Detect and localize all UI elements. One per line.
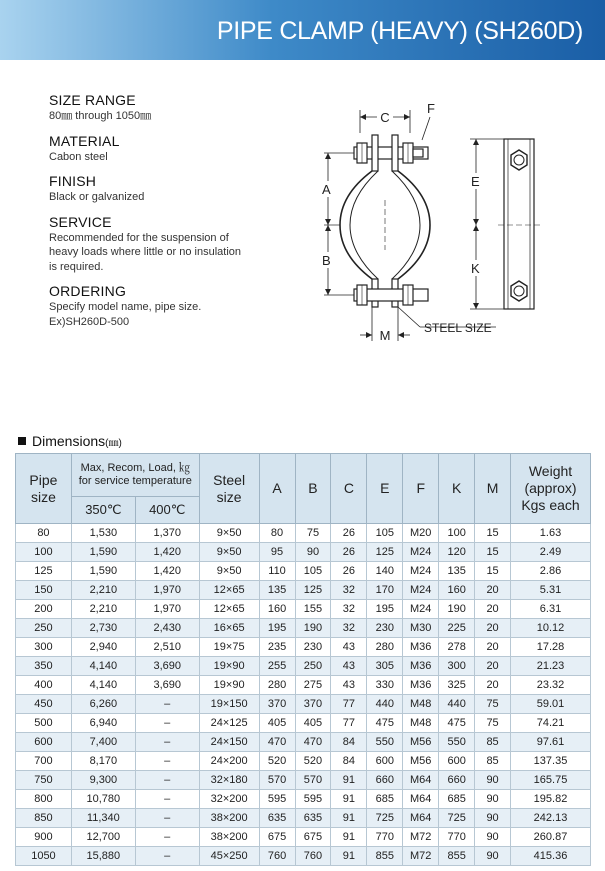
table-cell: 440 [367,695,403,714]
table-cell: 6.31 [511,600,591,619]
table-cell: – [135,733,199,752]
table-cell: 17.28 [511,638,591,657]
table-cell: 10,780 [71,790,135,809]
table-cell: 595 [295,790,331,809]
table-cell: 125 [16,562,72,581]
table-cell: 850 [16,809,72,828]
table-cell: 635 [259,809,295,828]
table-row [16,676,591,695]
table-cell: 16×65 [199,619,259,638]
table-cell: 75 [475,695,511,714]
table-cell: 24×200 [199,752,259,771]
table-cell: M30 [403,619,439,638]
table-row [16,657,591,676]
table-cell: 7,400 [71,733,135,752]
table-cell: 250 [16,619,72,638]
table-cell: 242.13 [511,809,591,828]
table-cell: 135 [259,581,295,600]
table-cell: 2,210 [71,581,135,600]
table-row [16,771,591,790]
table-cell: 325 [439,676,475,695]
table-cell: – [135,828,199,847]
table-cell: 91 [331,771,367,790]
table-cell: 190 [295,619,331,638]
table-cell: 105 [367,524,403,543]
table-cell: 200 [16,600,72,619]
table-cell: 20 [475,657,511,676]
table-row [16,600,591,619]
table-cell: 43 [331,657,367,676]
table-cell: 45×250 [199,847,259,866]
table-row [16,543,591,562]
dimensions-title: Dimensions [32,433,106,449]
table-cell: 24×150 [199,733,259,752]
table-cell: 405 [295,714,331,733]
table-cell: 20 [475,619,511,638]
table-cell: – [135,809,199,828]
table-cell: 90 [295,543,331,562]
table-cell: 77 [331,695,367,714]
table-cell: 19×150 [199,695,259,714]
square-bullet-icon [18,437,26,445]
table-cell: 470 [295,733,331,752]
table-cell: 5.31 [511,581,591,600]
table-cell: 275 [295,676,331,695]
table-cell: 570 [295,771,331,790]
table-cell: 90 [475,809,511,828]
col-m: M [475,454,511,524]
table-cell: 85 [475,752,511,771]
col-c: C [331,454,367,524]
table-cell: 300 [16,638,72,657]
table-cell: 20 [475,600,511,619]
table-cell: 1.63 [511,524,591,543]
material-section [49,133,309,165]
table-cell: 370 [295,695,331,714]
table-cell: 140 [367,562,403,581]
table-cell: 2,210 [71,600,135,619]
table-cell: 32 [331,581,367,600]
table-cell: 280 [367,638,403,657]
table-cell: M36 [403,676,439,695]
table-cell: M36 [403,657,439,676]
table-cell: 91 [331,847,367,866]
table-cell: 475 [439,714,475,733]
table-cell: M64 [403,790,439,809]
table-cell: 280 [259,676,295,695]
table-cell: 400 [16,676,72,695]
pipe-clamp-drawing [310,95,570,355]
table-cell: 800 [16,790,72,809]
table-cell: 120 [439,543,475,562]
table-cell: 685 [439,790,475,809]
table-cell: 8,170 [71,752,135,771]
table-cell: 110 [259,562,295,581]
table-cell: 20 [475,638,511,657]
col-k: K [439,454,475,524]
table-cell: 450 [16,695,72,714]
size-range-heading: SIZE RANGE [49,92,136,108]
table-cell: 520 [295,752,331,771]
table-cell: 90 [475,828,511,847]
table-cell: 4,140 [71,676,135,695]
table-cell: 9×50 [199,562,259,581]
table-cell: 1050 [16,847,72,866]
table-cell: 470 [259,733,295,752]
table-cell: 19×90 [199,657,259,676]
table-cell: 97.61 [511,733,591,752]
table-cell: 165.75 [511,771,591,790]
table-cell: 2,730 [71,619,135,638]
table-cell: 21.23 [511,657,591,676]
table-cell: 770 [439,828,475,847]
table-cell: 77 [331,714,367,733]
table-cell: 195.82 [511,790,591,809]
table-cell: 19×75 [199,638,259,657]
table-cell: M64 [403,809,439,828]
table-cell: 6,260 [71,695,135,714]
table-cell: 520 [259,752,295,771]
table-cell: 15 [475,524,511,543]
service-text: Recommended for the suspension of heavy loads where little or no insulation is required. [49,231,242,273]
table-cell: 32×200 [199,790,259,809]
table-cell: 1,420 [135,562,199,581]
table-cell: 675 [295,828,331,847]
col-steel-size: Steel size [199,454,259,524]
col-a: A [259,454,295,524]
dimensions-table-body [16,524,591,866]
table-cell: M20 [403,524,439,543]
table-cell: 135 [439,562,475,581]
table-cell: M36 [403,638,439,657]
table-cell: – [135,714,199,733]
table-cell: 15,880 [71,847,135,866]
table-cell: 155 [295,600,331,619]
table-cell: 2,430 [135,619,199,638]
table-cell: M56 [403,733,439,752]
table-row [16,790,591,809]
table-cell: 80 [259,524,295,543]
table-row [16,581,591,600]
table-row [16,809,591,828]
table-cell: 770 [367,828,403,847]
col-weight: Weight (approx) Kgs each [511,454,591,524]
table-cell: 660 [439,771,475,790]
dimensions-heading [18,433,122,449]
table-cell: M24 [403,543,439,562]
table-cell: 900 [16,828,72,847]
table-cell: 1,530 [71,524,135,543]
table-cell: 550 [367,733,403,752]
table-cell: 43 [331,638,367,657]
table-row [16,695,591,714]
table-cell: 125 [295,581,331,600]
label-f: F [427,101,435,116]
table-cell: 230 [367,619,403,638]
table-cell: 600 [367,752,403,771]
table-cell: 230 [295,638,331,657]
table-cell: 2,940 [71,638,135,657]
table-cell: 59.01 [511,695,591,714]
table-cell: 550 [439,733,475,752]
table-cell: 685 [367,790,403,809]
table-cell: 170 [367,581,403,600]
table-cell: 1,970 [135,581,199,600]
table-cell: 125 [367,543,403,562]
col-load-group: Max, Recom, Load, ㎏ for service temperature [71,454,199,497]
table-cell: 1,420 [135,543,199,562]
table-cell: 9,300 [71,771,135,790]
table-cell: 1,370 [135,524,199,543]
col-e: E [367,454,403,524]
table-cell: M48 [403,714,439,733]
table-cell: 80 [16,524,72,543]
table-cell: 260.87 [511,828,591,847]
table-cell: 3,690 [135,657,199,676]
table-cell: 75 [475,714,511,733]
table-cell: 6,940 [71,714,135,733]
ordering-text: Specify model name, pipe size. Ex)SH260D-500 [49,301,202,328]
table-row [16,714,591,733]
table-cell: 91 [331,790,367,809]
table-cell: 3,690 [135,676,199,695]
table-cell: – [135,790,199,809]
table-cell: 725 [439,809,475,828]
table-row [16,562,591,581]
table-cell: M64 [403,771,439,790]
table-cell: 2.49 [511,543,591,562]
table-cell: 23.32 [511,676,591,695]
table-cell: – [135,752,199,771]
label-steel-size: STEEL SIZE [424,321,492,335]
table-cell: 440 [439,695,475,714]
table-cell: 760 [259,847,295,866]
table-cell: – [135,695,199,714]
table-cell: 595 [259,790,295,809]
table-cell: 700 [16,752,72,771]
page-title: PIPE CLAMP (HEAVY) (SH260D) [216,17,583,45]
service-heading: SERVICE [49,213,112,230]
table-cell: 100 [439,524,475,543]
table-cell: 9×50 [199,524,259,543]
table-cell: 305 [367,657,403,676]
table-cell: 105 [295,562,331,581]
table-cell: M24 [403,600,439,619]
table-row [16,619,591,638]
table-cell: 1,590 [71,562,135,581]
table-cell: 75 [295,524,331,543]
table-cell: – [135,847,199,866]
dimensions-unit: (㎜) [105,438,122,449]
table-cell: 12×65 [199,581,259,600]
table-cell: 15 [475,562,511,581]
product-info [49,92,309,338]
table-cell: 500 [16,714,72,733]
table-cell: 9×50 [199,543,259,562]
table-cell: 137.35 [511,752,591,771]
table-cell: 350 [16,657,72,676]
table-cell: 74.21 [511,714,591,733]
title-banner [0,0,605,60]
material-heading: MATERIAL [49,132,120,149]
label-e: E [471,174,480,189]
table-cell: 855 [439,847,475,866]
size-range-section [49,92,309,124]
table-cell: 2,510 [135,638,199,657]
table-cell: 190 [439,600,475,619]
table-cell: 255 [259,657,295,676]
table-cell: 91 [331,809,367,828]
finish-section [49,173,309,205]
table-cell: 38×200 [199,809,259,828]
dimensions-table [15,453,591,866]
table-cell: 300 [439,657,475,676]
table-cell: 10.12 [511,619,591,638]
table-cell: 11,340 [71,809,135,828]
label-m: M [379,328,391,343]
table-row [16,752,591,771]
table-cell: 90 [475,847,511,866]
table-row [16,638,591,657]
col-f: F [403,454,439,524]
table-row [16,733,591,752]
table-cell: 855 [367,847,403,866]
table-cell: 38×200 [199,828,259,847]
table-cell: 90 [475,771,511,790]
table-cell: 150 [16,581,72,600]
label-k: K [471,261,480,276]
table-cell: 475 [367,714,403,733]
table-cell: 370 [259,695,295,714]
table-cell: 95 [259,543,295,562]
table-cell: 2.86 [511,562,591,581]
table-cell: M24 [403,562,439,581]
table-cell: M56 [403,752,439,771]
col-b: B [295,454,331,524]
table-cell: 660 [367,771,403,790]
table-cell: 725 [367,809,403,828]
table-cell: 26 [331,543,367,562]
table-cell: M48 [403,695,439,714]
table-cell: 32 [331,619,367,638]
table-cell: 32×180 [199,771,259,790]
table-cell: 225 [439,619,475,638]
col-pipe-size: Pipe size [16,454,72,524]
table-cell: 1,970 [135,600,199,619]
table-cell: 12,700 [71,828,135,847]
table-cell: – [135,771,199,790]
table-cell: 160 [259,600,295,619]
table-cell: 26 [331,524,367,543]
table-cell: 1,590 [71,543,135,562]
service-section [49,214,309,275]
col-350c: 350℃ [71,497,135,524]
table-cell: 195 [259,619,295,638]
table-cell: 235 [259,638,295,657]
table-cell: M24 [403,581,439,600]
table-cell: 32 [331,600,367,619]
table-cell: 570 [259,771,295,790]
finish-heading: FINISH [49,173,97,189]
table-cell: 600 [16,733,72,752]
finish-text: Black or galvanized [49,191,145,203]
table-cell: 84 [331,752,367,771]
table-cell: 85 [475,733,511,752]
table-cell: 195 [367,600,403,619]
table-cell: 20 [475,676,511,695]
label-c: C [380,110,390,125]
table-cell: 91 [331,828,367,847]
ordering-heading: ORDERING [49,283,127,299]
table-cell: 90 [475,790,511,809]
table-cell: 330 [367,676,403,695]
label-b: B [322,253,331,268]
table-cell: 160 [439,581,475,600]
table-cell: 19×90 [199,676,259,695]
table-cell: 43 [331,676,367,695]
table-row [16,524,591,543]
table-row [16,828,591,847]
table-cell: 635 [295,809,331,828]
table-row [16,847,591,866]
table-cell: 675 [259,828,295,847]
table-cell: 84 [331,733,367,752]
table-cell: M72 [403,847,439,866]
table-cell: 4,140 [71,657,135,676]
col-400c: 400℃ [135,497,199,524]
size-range-text: 80㎜ through 1050㎜ [49,110,152,122]
table-cell: 100 [16,543,72,562]
table-cell: 15 [475,543,511,562]
table-cell: 20 [475,581,511,600]
table-cell: 24×125 [199,714,259,733]
table-cell: 750 [16,771,72,790]
label-a: A [322,182,331,197]
table-cell: 760 [295,847,331,866]
ordering-section [49,283,309,329]
table-cell: 278 [439,638,475,657]
table-cell: 26 [331,562,367,581]
table-cell: 12×65 [199,600,259,619]
table-cell: M72 [403,828,439,847]
table-cell: 250 [295,657,331,676]
table-cell: 600 [439,752,475,771]
table-cell: 415.36 [511,847,591,866]
material-text: Cabon steel [49,150,108,163]
table-cell: 405 [259,714,295,733]
